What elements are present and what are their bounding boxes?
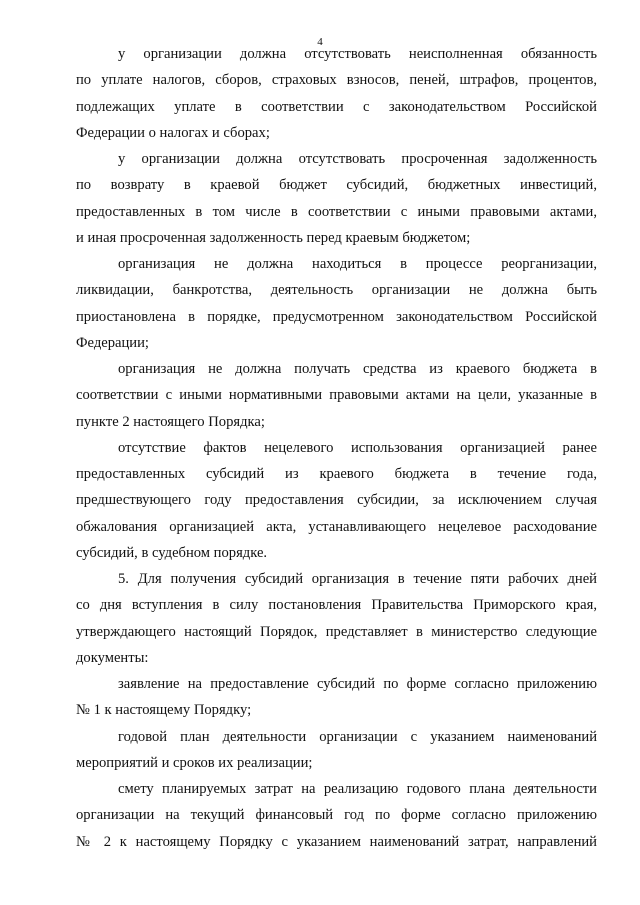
text-line: организации на текущий финансовый год по форме согласно приложению <box>76 807 597 824</box>
text-line: соответствии с иными нормативными правовыми актами на цели, указанные в <box>76 387 597 404</box>
text-line: и иная просроченная задолженность перед краевым бюджетом; <box>76 229 471 246</box>
text-line: заявление на предоставление субсидий по форме согласно приложению <box>118 676 597 692</box>
text-line: Федерации о налогах и сборах; <box>76 124 270 141</box>
text-line: организация не должна получать средства из краевого бюджета в <box>118 361 597 377</box>
text-line: по уплате налогов, сборов, страховых взносов, пеней, штрафов, процентов, <box>76 72 597 89</box>
paragraph <box>76 776 597 855</box>
text-line: подлежащих уплате в соответствии с законодательством Российской <box>76 98 597 115</box>
text-line: ликвидации, банкротства, деятельность организации не должна быть <box>76 282 597 299</box>
text-line: смету планируемых затрат на реализацию годового плана деятельности <box>118 781 597 797</box>
text-line: годовой план деятельности организации с указанием наименований <box>118 728 597 745</box>
text-line: субсидий, в судебном порядке. <box>76 544 268 561</box>
text-line: № 1 к настоящему Порядку; <box>76 702 252 719</box>
paragraph <box>76 146 597 251</box>
document-body <box>76 41 597 855</box>
text-line: приостановлена в порядке, предусмотренном законодательством Российской <box>76 308 597 325</box>
text-line: у организации должна отсутствовать просроченная задолженность <box>118 151 597 167</box>
text-line: обжалования организацией акта, устанавливающего нецелевое расходование <box>76 518 597 535</box>
paragraph <box>76 435 597 566</box>
text-line: Федерации; <box>76 334 149 351</box>
text-line: утверждающего настоящий Порядок, представляет в министерство следующие <box>76 623 597 640</box>
text-line: отсутствие фактов нецелевого использования организацией ранее <box>118 439 597 456</box>
paragraph <box>76 724 597 777</box>
text-line: № 2 к настоящему Порядку с указанием наименований затрат, направлений <box>76 833 597 850</box>
text-line: мероприятий и сроков их реализации; <box>76 754 313 771</box>
text-line: предшествующего году предоставления субсидии, за исключением случая <box>76 492 597 509</box>
text-line: предоставленных субсидий из краевого бюджета в течение года, <box>76 466 597 482</box>
text-line: у организации должна отсутствовать неисполненная обязанность <box>118 46 597 62</box>
text-line: пункте 2 настоящего Порядка; <box>76 413 265 430</box>
text-line: предоставленных в том числе в соответствии с иными правовыми актами, <box>76 203 597 220</box>
paragraph <box>76 251 597 356</box>
paragraph <box>76 671 597 724</box>
paragraph <box>76 356 597 435</box>
text-line: по возврату в краевой бюджет субсидий, бюджетных инвестиций, <box>76 177 597 194</box>
paragraph <box>76 566 597 671</box>
text-line: 5. Для получения субсидий организация в течение пяти рабочих дней <box>118 571 597 587</box>
text-line: со дня вступления в силу постановления Правительства Приморского края, <box>76 597 597 614</box>
page-number: 4 <box>317 36 323 48</box>
text-line: организация не должна находиться в процессе реорганизации, <box>118 256 597 272</box>
text-line: документы: <box>76 649 149 666</box>
paragraph <box>76 41 597 146</box>
